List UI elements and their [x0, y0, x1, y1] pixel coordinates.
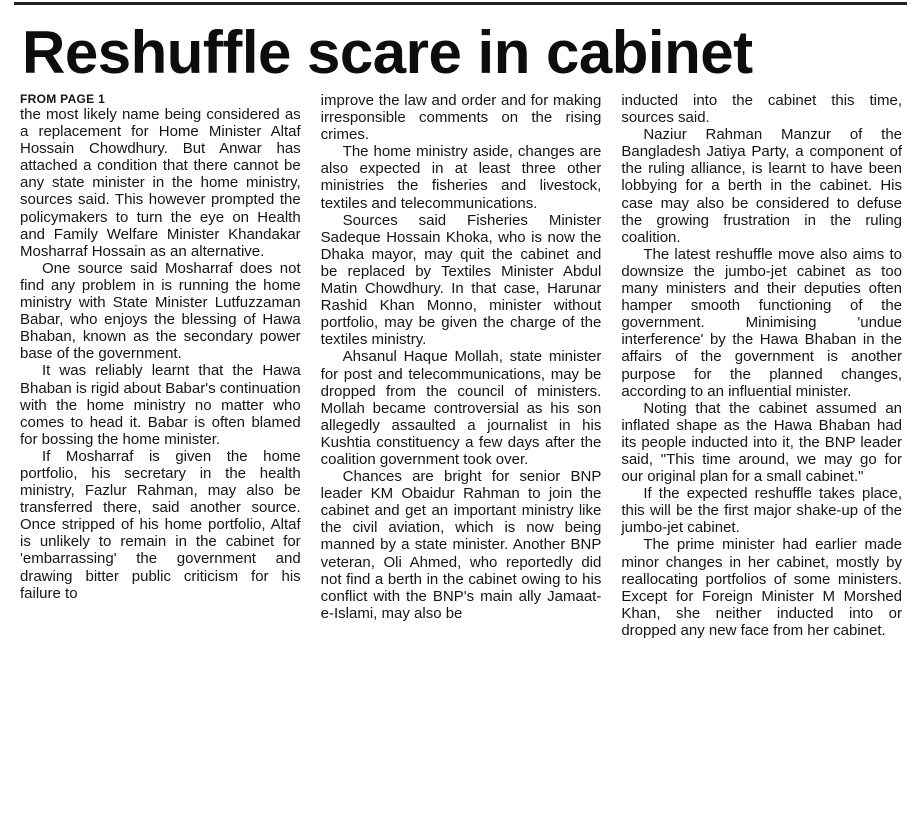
- paragraph: The latest reshuffle move also aims to downsize the jumbo-jet cabinet as too many ministers and their deputies often hamper smooth functioning of the government. Minimising 'undue interference' by the Hawa Bhaban in the affairs of the government is another purpose for the planned changes, according to an influential minister.: [621, 245, 903, 400]
- paragraph: inducted into the cabinet this time, sources said.: [621, 92, 903, 127]
- paragraph: Naziur Rahman Manzur of the Bangladesh Jatiya Party, a component of the ruling alliance, is learnt to have been lobbying for a berth in the cabinet. His case may also be considered to defuse the growing frustration in the ruling coalition.: [621, 126, 903, 246]
- paragraph: Sources said Fisheries Minister Sadeque Hossain Khoka, who is now the Dhaka mayor, may quit the cabinet and be replaced by Textiles Minister Abdul Matin Chowdhury. In that case, Harunar Rashid Khan Monno, minister without portfolio, may be given the charge of the textiles ministry.: [320, 211, 602, 349]
- paragraph: It was reliably learnt that the Hawa Bhaban is rigid about Babar's continuation with the home ministry no matter who comes to head it. Babar is often blamed for bossing the home minister.: [20, 362, 301, 448]
- paragraph: If Mosharraf is given the home portfolio, his secretary in the health ministry, Fazlur Rahman, may also be transferred there, said another source. Once stripped of his home portfolio, Altaf is unlikely to remain in the cabinet for 'embarrassing' the government and drawing bitter public criticism for his failure to: [20, 447, 301, 602]
- paragraph: If the expected reshuffle takes place, this will be the first major shake-up of the jumbo-jet cabinet.: [621, 485, 903, 537]
- paragraph: The home ministry aside, changes are also expected in at least three other ministries the fisheries and livestock, textiles and telecommunications.: [320, 143, 602, 212]
- column-2: [321, 92, 602, 796]
- paragraph: improve the law and order and for making irresponsible comments on the rising crimes.: [320, 92, 602, 144]
- paragraph: Noting that the cabinet assumed an inflated shape as the Hawa Bhaban had its people inducted into it, the BNP leader said, "This time around, we may go for our original plan for a small cabinet.": [621, 399, 903, 486]
- paragraph: Chances are bright for senior BNP leader KM Obaidur Rahman to join the cabinet and get an important ministry like the civil aviation, which is now being manned by a state minister. Another BNP veteran, Oli Ahmed, who reportedly did not find a berth in the cabinet owing to his conflict with the BNP's main ally Jamaat-e-Islami, may also be: [320, 468, 602, 622]
- paragraph: The prime minister had earlier made minor changes in her cabinet, mostly by reallocating portfolios of some ministers. Except for Foreign Minister M Morshed Khan, she neither inducted into or dropped any new face from her cabinet.: [621, 536, 903, 639]
- paragraph: Ahsanul Haque Mollah, state minister for post and telecommunications, may be dropped from the council of ministers. Mollah became controversial as his son allegedly assaulted a journalist in his Kushtia constituency a few days after the coalition government took over.: [320, 348, 602, 468]
- column-1: [20, 92, 301, 796]
- paragraph: One source said Mosharraf does not find any problem in is running the home ministry with State Minister Lutfuzzaman Babar, who enjoys the blessing of Hawa Bhaban, known as the secondary power base of the government.: [20, 259, 301, 363]
- kicker: FROM PAGE 1: [20, 92, 106, 106]
- paragraph: the most likely name being considered as a replacement for Home Minister Altaf Hossain Chowdhury. But Anwar has attached a condition that there cannot be any state minister in the home ministry, sources said. This however prompted the policymakers to turn the eye on Health and Family Welfare Minister Khandakar Mosharraf Hossain as an alternative.: [20, 106, 301, 260]
- column-3: [621, 92, 902, 796]
- headline: Reshuffle scare in cabinet: [22, 19, 753, 86]
- article-body: [20, 92, 902, 796]
- top-rule: [14, 2, 907, 5]
